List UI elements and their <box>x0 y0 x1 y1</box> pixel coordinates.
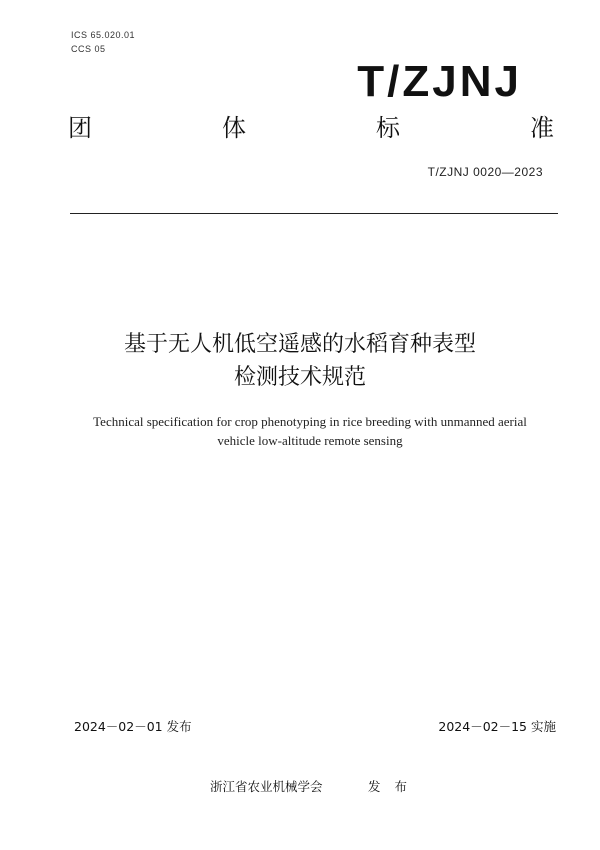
standard-organization-code: T/ZJNJ <box>357 57 522 106</box>
english-title-line-2: vehicle low-altitude remote sensing <box>217 433 403 448</box>
ccs-code: CCS 05 <box>71 44 106 54</box>
effective-date: 2024－02－15 实施 <box>438 719 556 734</box>
publish-label: 发布 <box>368 779 422 794</box>
english-title-line-1: Technical specification for crop phenotyping in rice breeding with unmanned aerial <box>93 414 527 429</box>
ics-code: ICS 65.020.01 <box>71 30 136 40</box>
standard-type-char: 标 <box>376 114 400 142</box>
chinese-title-line-2: 检测技术规范 <box>233 365 366 390</box>
standard-type-char: 团 <box>68 114 92 142</box>
publisher-name: 浙江省农业机械学会 <box>210 779 323 794</box>
chinese-title <box>0 328 600 394</box>
english-title <box>60 412 560 450</box>
release-date: 2024－02－01 发布 <box>74 719 192 734</box>
chinese-title-line-1: 基于无人机低空遥感的水稻育种表型 <box>123 332 476 357</box>
header-divider <box>70 213 558 214</box>
standard-type-char: 体 <box>222 114 246 142</box>
standard-type-char: 准 <box>530 114 554 142</box>
standard-number: T/ZJNJ 0020—2023 <box>427 165 543 179</box>
standard-type-label <box>68 116 554 140</box>
